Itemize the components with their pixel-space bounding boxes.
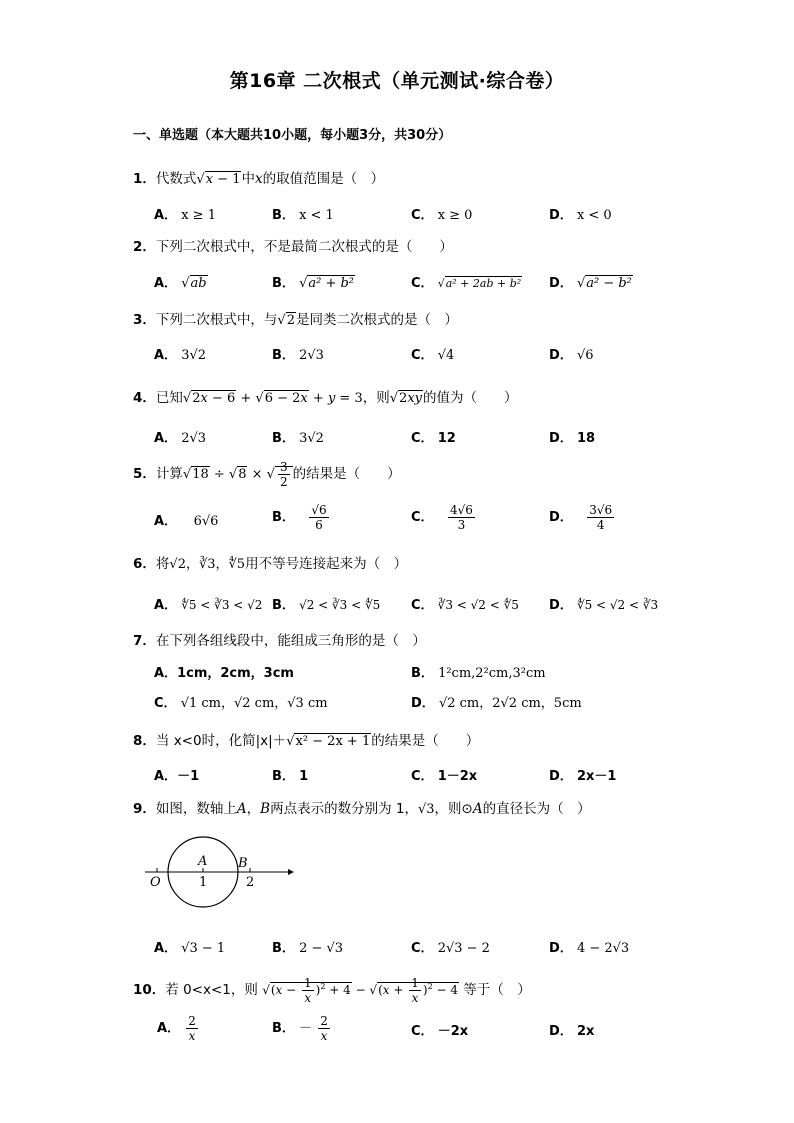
option-d[interactable]: D． √2 cm，2√2 cm，5cm [411,696,582,711]
arrow-icon [288,869,294,875]
page-title: 第16章 二次根式（单元测试·综合卷） [229,70,565,92]
option-d[interactable]: D． $\frac{3√6}{4}$ [549,503,613,532]
option-b[interactable]: B． 1 [272,769,309,784]
option-c[interactable]: C． √4 [411,348,455,363]
option-d[interactable]: D． √a² − b² [549,276,632,291]
option-c[interactable]: C． 1－2x [411,769,478,784]
option-c[interactable]: C． 12 [411,431,456,446]
label-one: 1 [199,875,208,890]
option-b[interactable]: B． 1²cm,2²cm,3²cm [411,666,546,681]
option-d[interactable]: D． 4 − 2√3 [549,941,630,956]
option-d[interactable]: D． 2x－1 [549,769,617,784]
option-a[interactable]: A． √ab [154,276,207,291]
question-2: 2．下列二次根式中，不是最简二次根式的是（ ） [133,239,453,255]
question-9: 9．如图，数轴上A，B两点表示的数分别为 1，√3，则⊙A的直径长为（ ） [133,801,591,817]
option-c[interactable]: C． ∛3 < √2 < ∜5 [411,598,519,613]
option-b[interactable]: B． x < 1 [272,208,334,223]
question-7: 7．在下列各组线段中，能组成三角形的是（ ） [133,633,426,649]
label-o: O [150,875,161,890]
option-a[interactable]: A． x ≥ 1 [154,208,216,223]
math-expr: √x − 1 [196,172,241,187]
option-b[interactable]: B． 2 − √3 [272,941,344,956]
option-a[interactable]: A． √3 − 1 [154,941,226,956]
option-d[interactable]: D． x < 0 [549,208,612,223]
option-a[interactable]: A． 3√2 [154,348,207,363]
label-a: A [198,854,208,869]
section-heading: 一、单选题（本大题共10小题，每小题3分，共30分） [133,128,452,143]
option-c[interactable]: C． x ≥ 0 [411,208,473,223]
option-b[interactable]: B． √a² + b² [272,276,355,291]
option-a[interactable]: A． $\frac{2}{x}$ [157,1014,196,1043]
option-c[interactable]: C． √a² + 2ab + b² [411,276,522,291]
question-number: 1． [133,171,156,187]
option-c[interactable]: C． $\frac{4√6}{3}$ [411,503,473,532]
question-1: 1．代数式√x − 1中x的取值范围是（ ） [133,171,385,187]
option-a[interactable]: A．1cm，2cm，3cm [154,666,294,681]
option-b[interactable]: B． 2√3 [272,348,324,363]
label-b: B [238,856,248,871]
option-a[interactable]: A． 6√6 [154,514,219,529]
option-d[interactable]: D． 2x [549,1024,595,1039]
option-a[interactable]: A． 2√3 [154,431,207,446]
option-d[interactable]: D． √6 [549,348,594,363]
question-8: 8．当 x<0时，化简|x|＋√x² − 2x + 1的结果是（ ） [133,733,480,749]
number-line-figure [140,832,300,912]
label-two: 2 [246,875,255,890]
option-c[interactable]: C． √1 cm，√2 cm，√3 cm [154,696,328,711]
option-c[interactable]: C． 2√3 − 2 [411,941,490,956]
option-b[interactable]: B． 3√2 [272,431,324,446]
question-4: 4．已知√2x − 6 + √6 − 2x + y = 3，则√2xy的值为（ ） [133,390,518,406]
option-a[interactable]: A．－1 [154,769,200,784]
option-a[interactable]: A． ∜5 < ∛3 < √2 [154,598,263,613]
question-3: 3．下列二次根式中，与√2是同类二次根式的是（ ） [133,312,458,328]
option-b[interactable]: B． $\frac{√6}{6}$ [272,503,327,532]
option-b[interactable]: B． √2 < ∛3 < ∜5 [272,598,381,613]
option-d[interactable]: D． 18 [549,431,596,446]
question-10: 10．若 0<x<1，则 √(x − $\frac{1}{x}$ )$^2$ + 4 − √(x + $\frac{1}{x}$ )$^2$ − 4 等于（ ） [133,976,531,1005]
option-c[interactable]: C． －2x [411,1024,469,1039]
option-b[interactable]: B． － $\frac{2}{x}$ [272,1014,328,1043]
option-d[interactable]: D． ∜5 < √2 < ∛3 [549,598,659,613]
question-6: 6．将√2，∛3，∜5用不等号连接起来为（ ） [133,556,408,572]
question-5: 5．计算√18 ÷ √8 × √ $\frac{3}{2}$ 的结果是（ ） [133,460,401,489]
